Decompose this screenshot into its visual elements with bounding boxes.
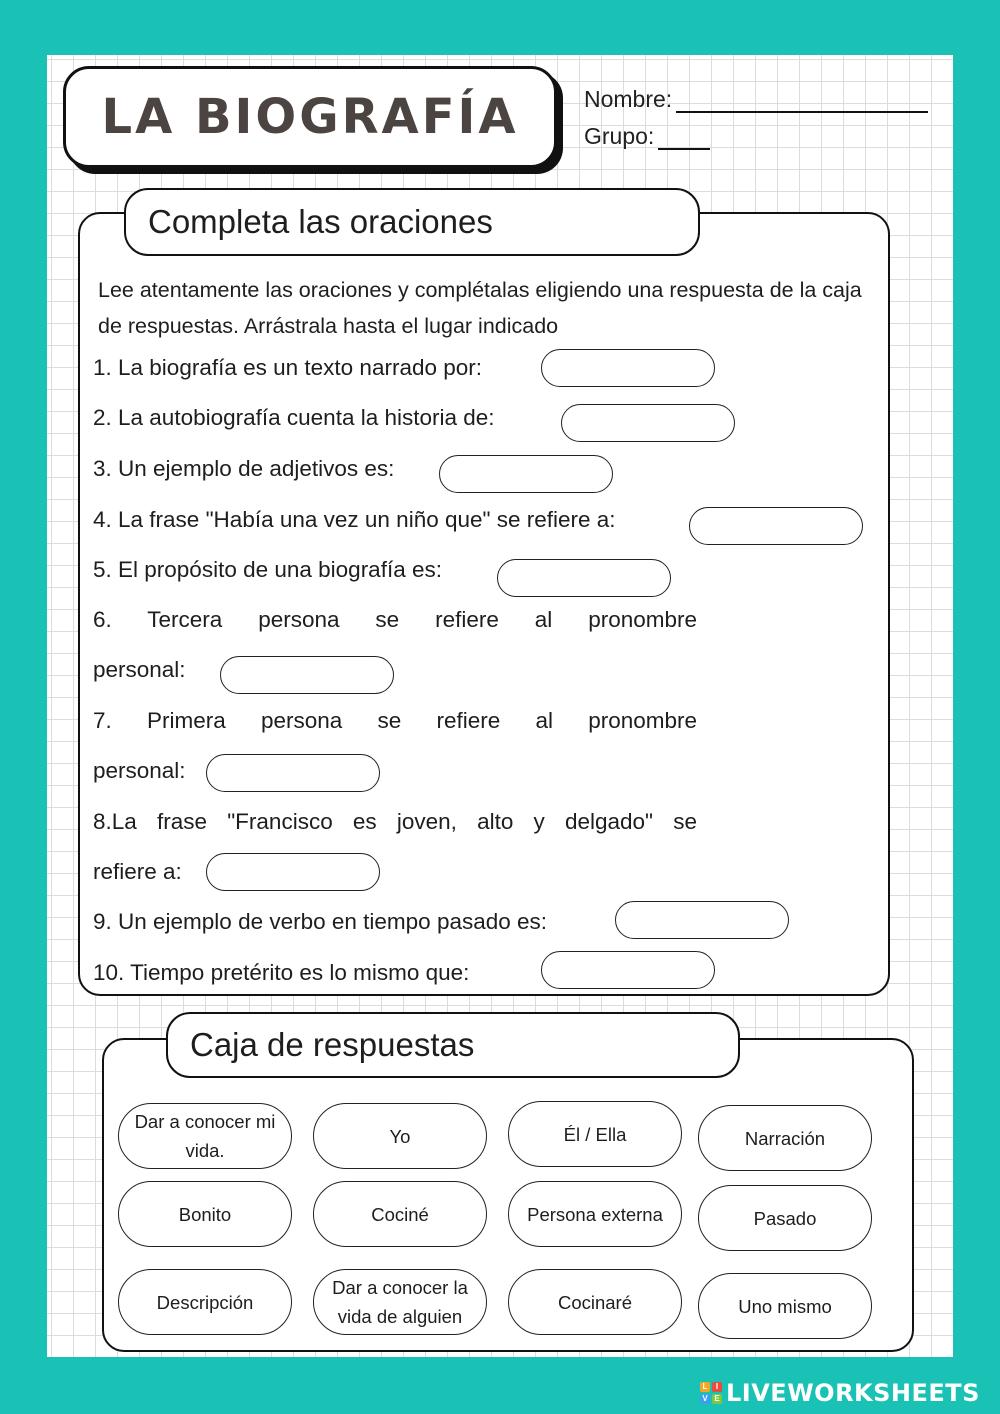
answer-chip-7[interactable]: Persona externa (508, 1181, 682, 1247)
answer-chip-5[interactable]: Bonito (118, 1181, 292, 1247)
answer-slot-6[interactable] (220, 656, 394, 694)
group-line[interactable] (658, 126, 710, 150)
answer-slot-4[interactable] (689, 507, 863, 545)
question-10: 10. Tiempo pretérito es lo mismo que: (93, 960, 470, 985)
answers-tab (166, 1012, 740, 1078)
answers-tab-title: Caja de respuestas (190, 1026, 475, 1063)
answer-chip-1[interactable]: Dar a conocer mi vida. (118, 1103, 292, 1169)
logo-square-e: E (712, 1394, 722, 1404)
title-box (63, 66, 557, 168)
answer-chip-8[interactable]: Pasado (698, 1185, 872, 1251)
logo-square-i: I (712, 1382, 722, 1392)
answer-slot-8[interactable] (206, 853, 380, 891)
answer-slot-2[interactable] (561, 404, 735, 442)
question-4: 4. La frase "Había una vez un niño que" se refiere a: (93, 507, 616, 532)
question-3: 3. Un ejemplo de adjetivos es: (93, 456, 395, 481)
logo-square-l: L (700, 1382, 710, 1392)
liveworksheets-brand (700, 1378, 980, 1408)
question-7-line2: personal: (93, 758, 186, 783)
question-6-line2: personal: (93, 657, 186, 682)
answer-chip-12[interactable]: Uno mismo (698, 1273, 872, 1339)
answer-chip-3[interactable]: Él / Ella (508, 1101, 682, 1167)
answer-slot-9[interactable] (615, 901, 789, 939)
page-title: LA BIOGRAFÍA (101, 89, 519, 145)
answer-slot-10[interactable] (541, 951, 715, 989)
answer-slot-5[interactable] (497, 559, 671, 597)
name-line[interactable] (676, 89, 928, 113)
question-8-line2: refiere a: (93, 859, 182, 884)
answer-chip-6[interactable]: Cociné (313, 1181, 487, 1247)
answer-slot-3[interactable] (439, 455, 613, 493)
answer-chip-2[interactable]: Yo (313, 1103, 487, 1169)
answer-chip-4[interactable]: Narración (698, 1105, 872, 1171)
brand-name: LIVEWORKSHEETS (726, 1379, 980, 1407)
question-9: 9. Un ejemplo de verbo en tiempo pasado es: (93, 909, 548, 934)
answer-chip-11[interactable]: Cocinaré (508, 1269, 682, 1335)
sentences-tab-title: Completa las oraciones (148, 203, 493, 240)
answer-chip-10[interactable]: Dar a conocer la vida de alguien (313, 1269, 487, 1335)
group-label: Grupo: (584, 123, 655, 149)
group-row (584, 123, 710, 150)
question-6-line1: 6. Tercera persona se refiere al pronombre (93, 607, 697, 632)
question-2: 2. La autobiografía cuenta la historia de: (93, 405, 495, 430)
question-5: 5. El propósito de una biografía es: (93, 557, 442, 582)
sentences-tab (124, 188, 700, 256)
question-1: 1. La biografía es un texto narrado por: (93, 355, 483, 380)
name-label: Nombre: (584, 86, 673, 112)
logo-square-v: V (700, 1394, 710, 1404)
question-7-line1: 7. Primera persona se refiere al pronombre (93, 708, 697, 733)
question-8-line1: 8.La frase "Francisco es joven, alto y delgado" se (93, 809, 697, 834)
answer-slot-7[interactable] (206, 754, 380, 792)
liveworksheets-logo-icon (700, 1382, 722, 1404)
instructions: Lee atentamente las oraciones y complétalas eligiendo una respuesta de la caja de respuestas. Arrástrala hasta el lugar indicado (98, 278, 862, 338)
answer-chip-9[interactable]: Descripción (118, 1269, 292, 1335)
answer-slot-1[interactable] (541, 349, 715, 387)
name-row (584, 86, 928, 113)
